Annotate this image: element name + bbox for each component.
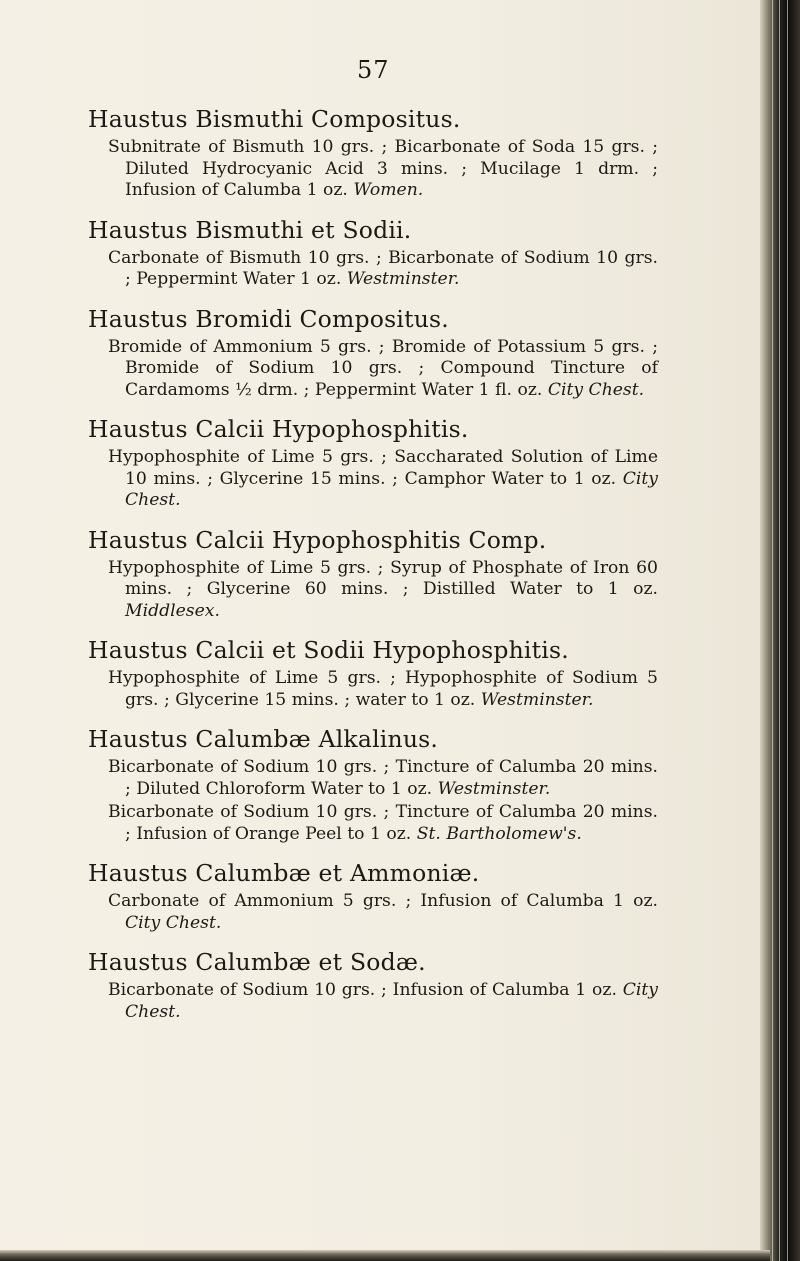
recipe-ingredients — [88, 248, 658, 291]
recipe-ingredients — [88, 337, 658, 402]
recipe-entry — [88, 859, 658, 934]
recipe-entry — [88, 526, 658, 623]
recipe-ingredients — [88, 558, 658, 623]
recipe-entry — [88, 305, 658, 402]
recipe-entry — [88, 216, 658, 291]
hospital-source: Middlesex. — [125, 600, 220, 621]
recipe-title: Haustus Calumbæ Alkalinus. — [88, 725, 439, 753]
ingredients-text: Hypophosphite of Lime 5 grs. ; Syrup of Phosphate of Iron 60 mins. ; Glycerine 60 mins. ; Distilled Water to 1 oz. — [108, 557, 658, 599]
recipe-title: Haustus Bromidi Compositus. — [88, 304, 449, 333]
recipe-title: Haustus Calumbæ et Ammoniæ. — [88, 859, 480, 887]
recipe-title: Haustus Bismuthi et Sodii. — [88, 215, 412, 244]
hospital-source: City Chest. — [547, 379, 645, 400]
recipe-ingredients — [88, 891, 658, 934]
recipe-ingredients — [88, 668, 658, 711]
hospital-source: Westminster. — [480, 689, 594, 710]
recipe-entry — [88, 725, 658, 845]
hospital-source: St. Bartholomew's. — [416, 823, 582, 844]
ingredients-text: Bicarbonate of Sodium 10 grs. ; Tincture of Calumba 20 mins. ; Infusion of Orange Peel to 1 oz. — [108, 802, 658, 844]
recipe-entry — [88, 105, 658, 202]
recipe-title: Haustus Calcii Hypophosphitis. — [88, 415, 469, 443]
hospital-source: Westminster. — [346, 269, 460, 289]
recipe-title: Haustus Calcii et Sodii Hypophosphitis. — [88, 636, 569, 664]
ingredients-text: Hypophosphite of Lime 5 grs. ; Hypophosphite of Sodium 5 grs. ; Glycerine 15 mins. ; water to 1 oz. — [108, 668, 658, 710]
ingredients-text: Carbonate of Bismuth 10 grs. ; Bicarbonate of Sodium 10 grs. ; Peppermint Water 1 oz. — [108, 247, 658, 289]
recipe-title: Haustus Calumbæ et Sodæ. — [88, 948, 426, 976]
page-bottom-edge — [0, 1250, 770, 1261]
recipe-entry — [88, 415, 658, 512]
recipe-ingredients — [88, 757, 658, 800]
page-number: 57 — [357, 56, 390, 84]
recipe-entry — [88, 948, 658, 1023]
ingredients-text: Bicarbonate of Sodium 10 grs. ; Infusion of Calumba 1 oz. — [108, 980, 617, 1000]
hospital-source: Women. — [353, 180, 424, 200]
ingredients-text: Bicarbonate of Sodium 10 grs. ; Tincture of Calumba 20 mins. ; Diluted Chloroform Water to 1 oz. — [108, 757, 658, 799]
hospital-source: City Chest. — [125, 912, 222, 933]
ingredients-text: Bromide of Ammonium 5 grs. ; Bromide of Potassium 5 grs. ; Bromide of Sodium 10 grs. ; Compound Tincture of Cardamoms ½ drm. ; Peppermint Water 1 fl. oz. — [108, 336, 658, 400]
hospital-source: City Chest. — [125, 980, 658, 1022]
recipe-ingredients — [88, 802, 658, 845]
hospital-source: Westminster. — [437, 778, 551, 799]
book-spine-edge — [760, 0, 800, 1261]
ingredients-text: Hypophosphite of Lime 5 grs. ; Saccharated Solution of Lime 10 mins. ; Glycerine 15 mins. ; Camphor Water to 1 oz. — [108, 447, 658, 489]
formulary-entries — [88, 105, 658, 1037]
hospital-source: City Chest. — [125, 468, 658, 510]
recipe-ingredients — [88, 447, 658, 512]
ingredients-text: Subnitrate of Bismuth 10 grs. ; Bicarbonate of Soda 15 grs. ; Diluted Hydrocyanic Acid 3 mins. ; Mucilage 1 drm. ; Infusion of Calumba 1 oz. — [108, 137, 658, 200]
recipe-entry — [88, 636, 658, 711]
ingredients-text: Carbonate of Ammonium 5 grs. ; Infusion of Calumba 1 oz. — [108, 891, 658, 911]
recipe-ingredients — [88, 980, 658, 1023]
recipe-title: Haustus Bismuthi Compositus. — [88, 105, 461, 133]
recipe-ingredients — [88, 137, 658, 202]
recipe-title: Haustus Calcii Hypophosphitis Comp. — [88, 525, 547, 554]
